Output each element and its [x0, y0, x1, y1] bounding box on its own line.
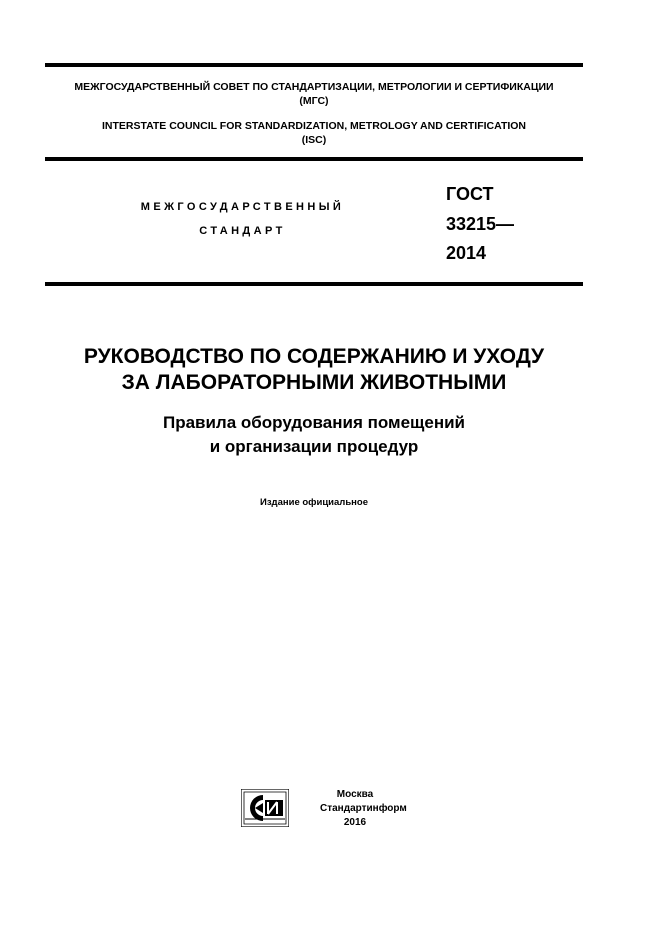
council-ru-line1: МЕЖГОСУДАРСТВЕННЫЙ СОВЕТ ПО СТАНДАРТИЗАЦИИ, МЕТРОЛОГИИ И СЕРТИФИКАЦИИ [74, 81, 554, 93]
edition-label: Издание официальное [260, 497, 368, 508]
publisher-city: Москва [336, 789, 374, 800]
document-subtitle-line1: Правила оборудования помещений [162, 413, 466, 432]
standard-divider-rule [45, 282, 583, 286]
gost-label: ГОСТ [446, 184, 494, 204]
council-en-line1: INTERSTATE COUNCIL FOR STANDARDIZATION, METROLOGY AND CERTIFICATION [101, 120, 527, 132]
council-ru-abbr: (МГС) [299, 95, 329, 107]
standard-type-line1: МЕЖГОСУДАРСТВЕННЫЙ [140, 201, 345, 213]
publisher-name: Стандартинформ [320, 803, 407, 814]
document-subtitle-line2: и организации процедур [209, 437, 419, 456]
standard-type-line2: СТАНДАРТ [199, 225, 286, 237]
document-title-line1: РУКОВОДСТВО ПО СОДЕРЖАНИЮ И УХОДУ [83, 345, 545, 368]
gost-number: 33215— [446, 214, 515, 234]
gost-year: 2014 [446, 243, 487, 263]
standartinform-logo-icon [241, 789, 289, 827]
top-rule [45, 63, 583, 67]
publication-year: 2016 [343, 817, 367, 828]
council-en-abbr: (ISC) [301, 134, 327, 146]
header-divider-rule [45, 157, 583, 161]
document-title-line2: ЗА ЛАБОРАТОРНЫМИ ЖИВОТНЫМИ [121, 371, 507, 394]
